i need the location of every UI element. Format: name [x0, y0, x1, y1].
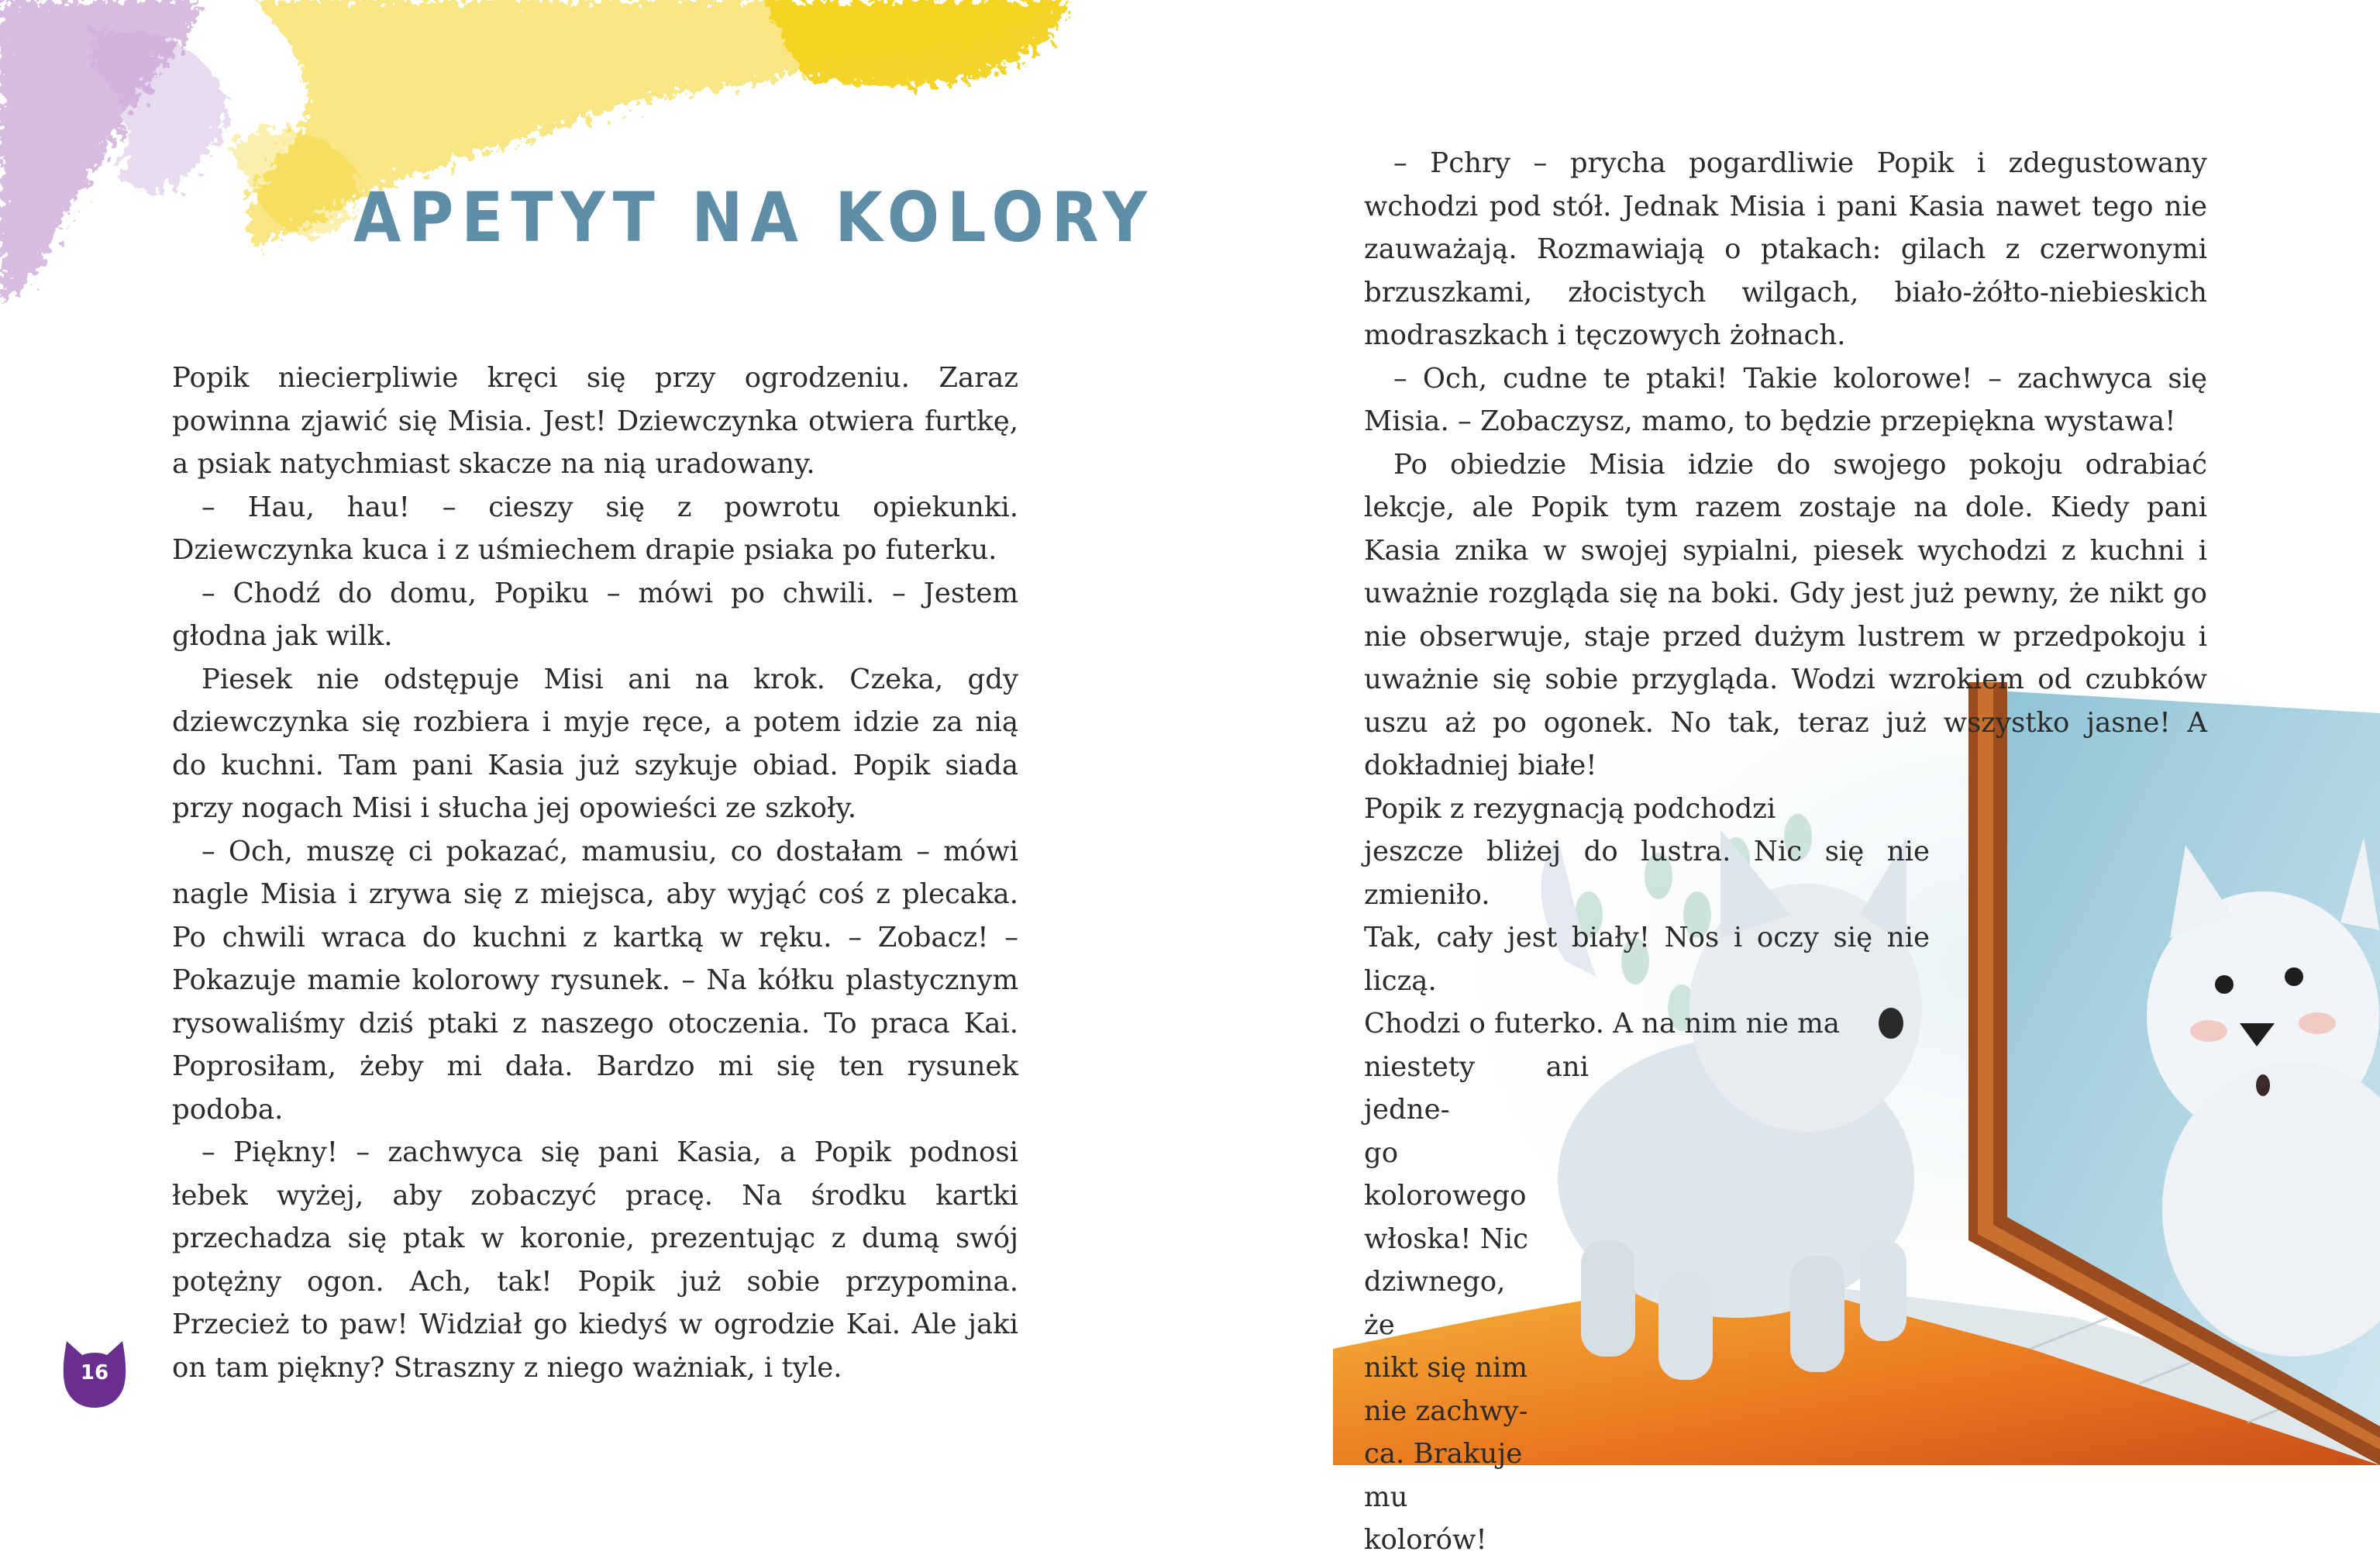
- paragraph: – Hau, hau! – cieszy się z powrotu opiekunki. Dziewczynka kuca i z uśmiechem drapie psiaka po futerku.: [172, 491, 1018, 566]
- paragraph: Po obiedzie Misia idzie do swojego pokoju odrabiać lekcje, ale Popik tym razem zostaje na dole. Kiedy pani Kasia znika w swojej sypialni, piesek wychodzi z kuchni i uważnie rozgląda się na boki. Gdy jest już pewny, że nikt go nie obserwuje, staje przed dużym lustrem w przedpokoju i uważnie się sobie przygląda. Wodzi wzrokiem od czubków uszu aż po ogonek. No tak, teraz już wszystko jasne! A dokładniej białe!: [1364, 448, 2207, 781]
- left-page-text: [172, 357, 1018, 1389]
- paragraph: – Piękny! – zachwyca się pani Kasia, a Popik podnosi łebek wyżej, aby zobaczyć pracę. Na środku kartki przechadza się ptak w koronie, prezentując z dumą swój potężny ogon. Ach, tak! Popik już sobie przypomina. Przecież to paw! Widział go kiedyś w ogrodzie Kai. Ale jaki on tam piękny? Straszny z niego ważniak, i tyle.: [172, 1136, 1018, 1384]
- text-line: włoska! Nic: [1364, 1222, 1529, 1255]
- text-line: Tak, cały jest biały! Nos i oczy się nie liczą.: [1364, 922, 1930, 997]
- chapter-title: APETYT NA KOLORY: [353, 178, 1156, 257]
- page-number: 16: [80, 1361, 109, 1384]
- paragraph: Popik niecierpliwie kręci się przy ogrodzeniu. Zaraz powinna zjawić się Misia. Jest! Dziewczynka otwiera furtkę, a psiak natychmiast skacze na nią uradowany.: [172, 362, 1018, 480]
- text-line: niestety ani jedne-: [1364, 1050, 1589, 1126]
- right-page-text: [1364, 142, 2207, 1562]
- text-line: jeszcze bliżej do lustra. Nic się nie zmieniło.: [1364, 836, 1930, 911]
- text-line: Chodzi o futerko. A na nim nie ma: [1364, 1008, 1840, 1040]
- text-line: ca. Brakuje: [1364, 1438, 1523, 1470]
- paragraph: – Pchry – prycha pogardliwie Popik i zdegustowany wchodzi pod stół. Jednak Misia i pani Kasia nawet tego nie zauważają. Rozmawiają o ptakach: gilach z czerwonymi brzuszkami, złocistych wilgach, biało-żółto-niebieskich modraszkach i tęczowych żołnach.: [1364, 147, 2207, 351]
- paragraph: – Chodź do domu, Popiku – mówi po chwili. – Jestem głodna jak wilk.: [172, 577, 1018, 652]
- text-line: go kolorowego: [1364, 1136, 1527, 1212]
- paragraph: – Och, cudne te ptaki! Takie kolorowe! – zachwyca się Misia. – Zobaczysz, mamo, to będzie przepiękna wystawa!: [1364, 362, 2207, 437]
- paint-splash-decoration: [0, 0, 1156, 326]
- paragraph: – Och, muszę ci pokazać, mamusiu, co dostałam – mówi nagle Misia i zrywa się z miejsca, aby wyjąć coś z plecaka. Po chwili wraca do kuchni z kartką w ręku. – Zobacz! – Pokazuje mamie kolorowy rysunek. – Na kółku plastycznym rysowaliśmy dziś ptaki z naszego otoczenia. To praca Kai. Poprosiłam, żeby mi dała. Bardzo mi się ten rysunek podoba.: [172, 835, 1018, 1126]
- text-line: dziwnego, że: [1364, 1266, 1506, 1341]
- text-line: nikt się nim: [1364, 1352, 1528, 1384]
- text-line: Popik z rezygnacją podchodzi: [1364, 792, 1776, 825]
- text-line: mu kolorów!: [1364, 1481, 1487, 1556]
- text-wrap-around-illustration: [1364, 788, 2207, 1562]
- text-line: nie zachwy-: [1364, 1395, 1528, 1427]
- paragraph: Piesek nie odstępuje Misi ani na krok. Czeka, gdy dziewczynka się rozbiera i myje ręce, a potem idzie za nią do kuchni. Tam pani Kasia już szykuje obiad. Popik siada przy nogach Misi i słucha jej opowieści ze szkoły.: [172, 663, 1018, 824]
